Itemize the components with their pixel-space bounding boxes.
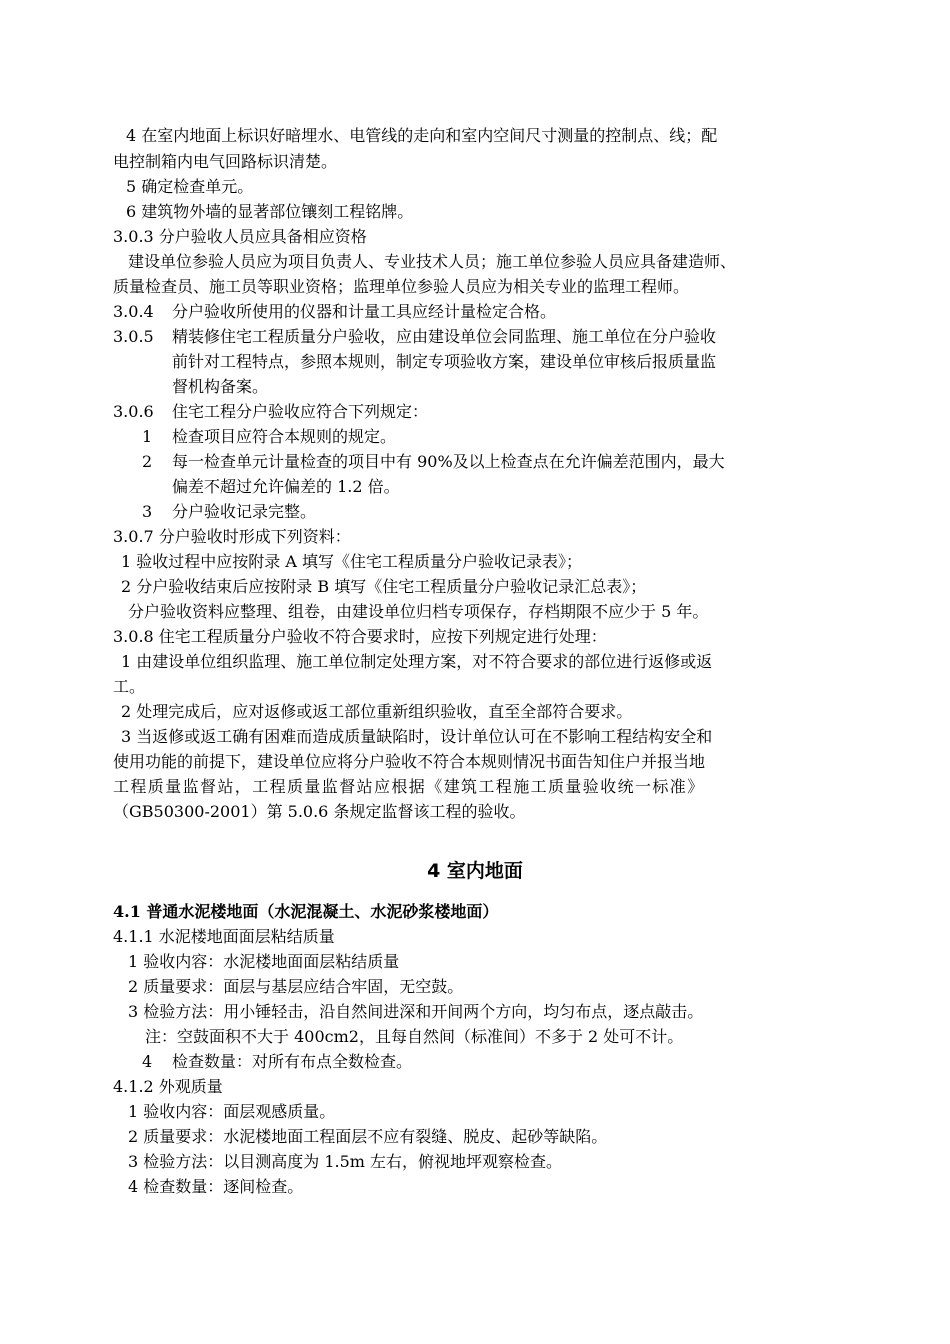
text-line: 前针对工程特点，参照本规则，制定专项验收方案，建设单位审核后报质量监 bbox=[172, 352, 717, 371]
clause-heading: 4.1.1 水泥楼地面面层粘结质量 bbox=[113, 927, 335, 946]
text-line: 4 在室内地面上标识好暗埋水、电管线的走向和室内空间尺寸测量的控制点、线；配 bbox=[126, 126, 718, 145]
text-line: 2 质量要求：水泥楼地面工程面层不应有裂缝、脱皮、起砂等缺陷。 bbox=[128, 1127, 608, 1146]
text-line: 2 分户验收结束后应按附录 B 填写《住宅工程质量分户验收记录汇总表》； bbox=[121, 577, 647, 596]
item-number: 4 bbox=[142, 1052, 153, 1071]
text-line: 1 由建设单位组织监理、施工单位制定处理方案，对不符合要求的部位进行返修或返 bbox=[121, 652, 713, 671]
text-line: 每一检查单元计量检查的项目中有 90%及以上检查点在允许偏差范围内，最大 bbox=[172, 452, 725, 471]
text-line: 1 验收过程中应按附录 A 填写《住宅工程质量分户验收记录表》； bbox=[121, 552, 582, 571]
text-line: 2 处理完成后，应对返修或返工部位重新组织验收，直至全部符合要求。 bbox=[121, 702, 633, 721]
text-line: 督机构备案。 bbox=[172, 377, 269, 396]
note-line: 注：空鼓面积不大于 400cm2，且每自然间（标准间）不多于 2 处可不计。 bbox=[145, 1027, 684, 1046]
clause-number: 3.0.6 bbox=[113, 402, 154, 421]
text-line: 1 验收内容：面层观感质量。 bbox=[128, 1102, 336, 1121]
clause-heading: 3.0.3 分户验收人员应具备相应资格 bbox=[113, 227, 367, 246]
clause-number: 3.0.4 bbox=[113, 302, 154, 321]
text-line: 住宅工程分户验收应符合下列规定： bbox=[172, 402, 429, 421]
section-heading: 4.1 普通水泥楼地面（水泥混凝土、水泥砂浆楼地面） bbox=[113, 902, 499, 921]
text-line: 电控制箱内电气回路标识清楚。 bbox=[113, 152, 338, 171]
text-line: 精装修住宅工程质量分户验收，应由建设单位会同监理、施工单位在分户验收 bbox=[172, 327, 717, 346]
text-line: 6 建筑物外墙的显著部位镶刻工程铭牌。 bbox=[126, 202, 414, 221]
chapter-title: 4 室内地面 bbox=[427, 860, 523, 882]
text-line: 3 检验方法：用小锤轻击，沿自然间进深和开间两个方向，均匀布点，逐点敲击。 bbox=[128, 1002, 704, 1021]
item-number: 1 bbox=[142, 427, 153, 446]
text-line: 工。 bbox=[113, 677, 146, 696]
text-line: 5 确定检查单元。 bbox=[126, 177, 254, 196]
text-line bbox=[113, 776, 833, 798]
text-line: 使用功能的前提下，建设单位应将分户验收不符合本规则情况书面告知住户并报当地 bbox=[113, 752, 706, 771]
text-line: 3 检验方法：以目测高度为 1.5m 左右，俯视地坪观察检查。 bbox=[128, 1152, 563, 1171]
text-line: 分户验收资料应整理、组卷，由建设单位归档专项保存，存档期限不应少于 5 年。 bbox=[128, 602, 709, 621]
text-line: 建设单位参验人员应为项目负责人、专业技术人员；施工单位参验人员应具备建造师、 bbox=[128, 252, 737, 271]
text-line: 分户验收所使用的仪器和计量工具应经计量检定合格。 bbox=[172, 302, 557, 321]
text-line: 分户验收记录完整。 bbox=[172, 502, 317, 521]
item-number: 3 bbox=[142, 502, 153, 521]
text-line: 4 检查数量：逐间检查。 bbox=[128, 1177, 304, 1196]
text-line: （GB50300-2001）第 5.0.6 条规定监督该工程的验收。 bbox=[113, 802, 526, 821]
item-number: 2 bbox=[142, 452, 153, 471]
text-line-content: 工程质量监督站，工程质量监督站应根据《建筑工程施工质量验收统一标准》 bbox=[113, 777, 705, 796]
clause-heading: 4.1.2 外观质量 bbox=[113, 1077, 223, 1096]
text-line: 检查数量：对所有布点全数检查。 bbox=[172, 1052, 413, 1071]
text-line: 2 质量要求：面层与基层应结合牢固，无空鼓。 bbox=[128, 977, 464, 996]
text-line: 3 当返修或返工确有困难而造成质量缺陷时，设计单位认可在不影响工程结构安全和 bbox=[121, 727, 713, 746]
text-line: 检查项目应符合本规则的规定。 bbox=[172, 427, 397, 446]
text-line: 质量检查员、施工员等职业资格；监理单位参验人员应为相关专业的监理工程师。 bbox=[113, 277, 690, 296]
clause-heading: 3.0.8 住宅工程质量分户验收不符合要求时，应按下列规定进行处理： bbox=[113, 627, 607, 646]
text-line: 1 验收内容：水泥楼地面面层粘结质量 bbox=[128, 952, 400, 971]
clause-number: 3.0.5 bbox=[113, 327, 154, 346]
clause-heading: 3.0.7 分户验收时形成下列资料： bbox=[113, 527, 351, 546]
text-line: 偏差不超过允许偏差的 1.2 倍。 bbox=[172, 477, 400, 496]
